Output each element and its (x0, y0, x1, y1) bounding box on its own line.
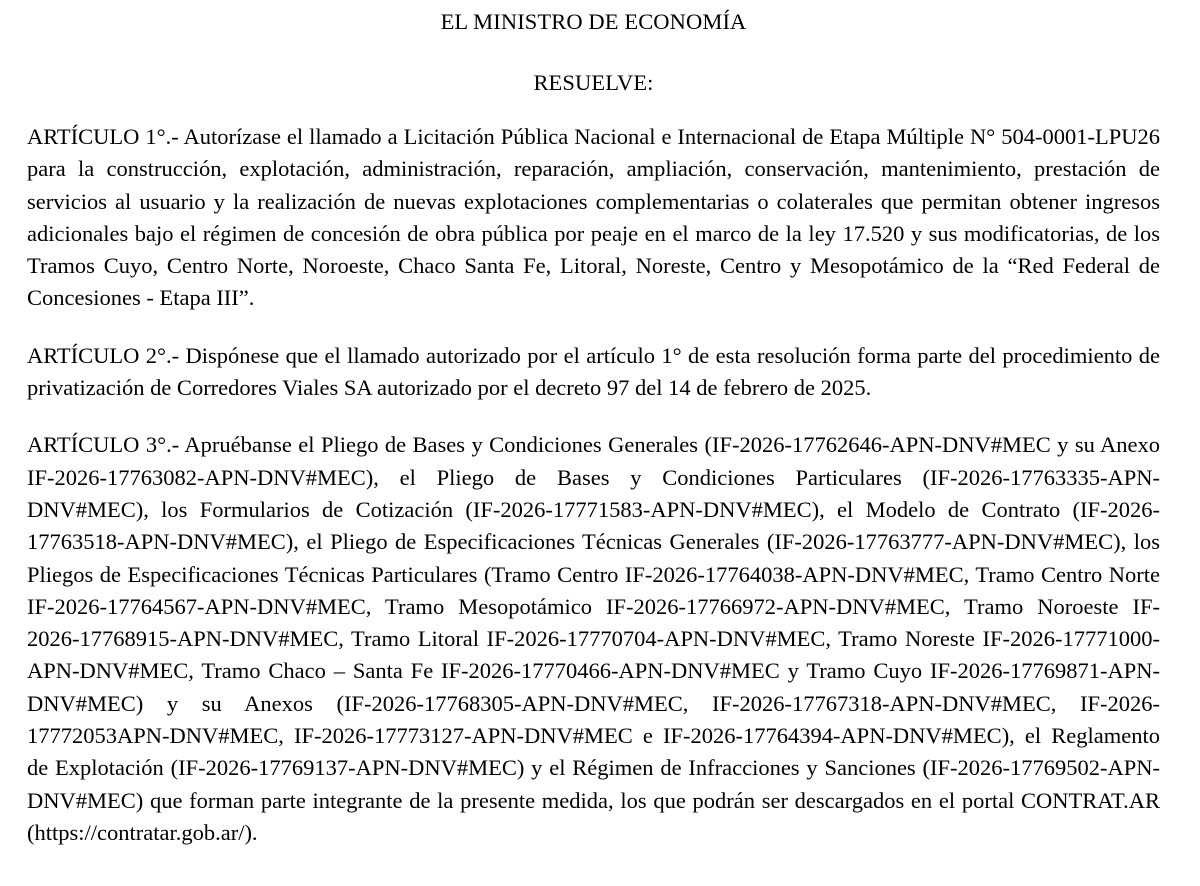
document-title: EL MINISTRO DE ECONOMÍA (440, 9, 747, 34)
article-1: ARTÍCULO 1°.- Autorízase el llamado a Licitación Pública Nacional e Internacional de Etapa Múltiple N° 504-0001-LPU26 para la construcción, explotación, administración, reparación, ampliación, conservación, mantenimiento, prestación de servicios al usuario y la realización de nuevas explotaciones complementarias o colaterales que permitan obtener ingresos adicionales bajo el régimen de concesión de obra pública por peaje en el marco de la ley 17.520 y sus modificatorias, de los Tramos Cuyo, Centro Norte, Noroeste, Chaco Santa Fe, Litoral, Noreste, Centro y Mesopotámico de la “Red Federal de Concesiones - Etapa III”. (27, 124, 1160, 311)
article-3: ARTÍCULO 3°.- Apruébanse el Pliego de Bases y Condiciones Generales (IF-2026-17762646-APN-DNV#MEC y su Anexo IF-2026-17763082-APN-DNV#MEC), el Pliego de Bases y Condiciones Particulares (IF-2026-17763335-APN-DNV#MEC), los Formularios de Cotización (IF-2026-17771583-APN-DNV#MEC), el Modelo de Contrato (IF-2026-17763518-APN-DNV#MEC), el Pliego de Especificaciones Técnicas Generales (IF-2026-17763777-APN-DNV#MEC), los Pliegos de Especificaciones Técnicas Particulares (Tramo Centro IF-2026-17764038-APN-DNV#MEC, Tramo Centro Norte IF-2026-17764567-APN-DNV#MEC, Tramo Mesopotámico IF-2026-17766972-APN-DNV#MEC, Tramo Noroeste IF-2026-17768915-APN-DNV#MEC, Tramo Litoral IF-2026-17770704-APN-DNV#MEC, Tramo Noreste IF-2026-17771000-APN-DNV#MEC, Tramo Chaco – Santa Fe IF-2026-17770466-APN-DNV#MEC y Tramo Cuyo IF-2026-17769871-APN-DNV#MEC) y su Anexos (IF-2026-17768305-APN-DNV#MEC, IF-2026-17767318-APN-DNV#MEC, IF-2026-17772053APN-DNV#MEC, IF-2026-17773127-APN-DNV#MEC e IF-2026-17764394-APN-DNV#MEC), el Reglamento de Explotación (IF-2026-17769137-APN-DNV#MEC) y el Régimen de Infracciones y Sanciones (IF-2026-17769502-APN-DNV#MEC) que forman parte integrante de la presente medida, los que podrán ser descargados en el portal CONTRAT.AR (https://contratar.gob.ar/). (27, 432, 1160, 845)
resolves-heading: RESUELVE: (533, 70, 654, 95)
article-2: ARTÍCULO 2°.- Dispónese que el llamado autorizado por el artículo 1° de esta resolución forma parte del procedimiento de privatización de Corredores Viales SA autorizado por el decreto 97 del 14 de febrero de 2025. (27, 342, 1160, 401)
